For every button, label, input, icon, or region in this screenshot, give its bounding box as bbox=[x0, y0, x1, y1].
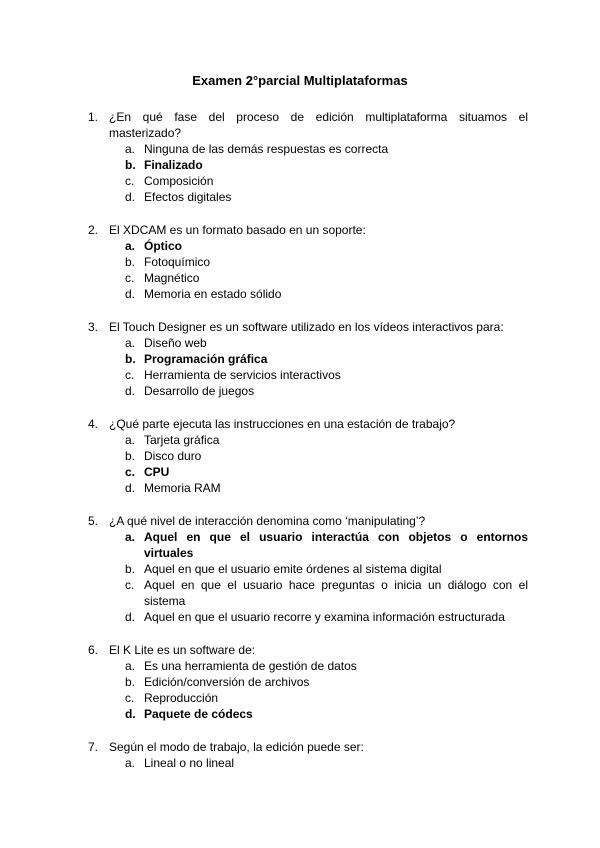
option-letter: b. bbox=[125, 255, 136, 269]
option-text: Aquel en que el usuario emite órdenes al sistema digital bbox=[144, 562, 442, 576]
option-letter: c. bbox=[125, 271, 135, 285]
option-text: Disco duro bbox=[144, 449, 202, 463]
option-letter: c. bbox=[125, 465, 136, 479]
answer-option bbox=[125, 577, 528, 609]
option-text: Programación gráfica bbox=[144, 352, 268, 366]
answer-option-correct bbox=[125, 157, 528, 173]
option-text: Efectos digitales bbox=[144, 190, 232, 204]
answer-option bbox=[125, 254, 528, 270]
option-letter: a. bbox=[125, 756, 136, 770]
option-text: Es una herramienta de gestión de datos bbox=[144, 659, 357, 673]
question-4 bbox=[88, 416, 528, 496]
question-3 bbox=[88, 319, 528, 399]
question-5 bbox=[88, 513, 528, 625]
option-letter: b. bbox=[125, 562, 136, 576]
question-2 bbox=[88, 222, 528, 302]
answer-options bbox=[125, 238, 528, 302]
question-row bbox=[88, 416, 528, 432]
option-text: Óptico bbox=[144, 239, 182, 253]
option-text: Ninguna de las demás respuestas es correcta bbox=[144, 142, 389, 156]
answer-option bbox=[125, 432, 528, 448]
option-letter: b. bbox=[125, 352, 136, 366]
question-text: ¿A qué nivel de interacción denomina como ‘manipulating’? bbox=[109, 514, 426, 528]
answer-options bbox=[125, 755, 528, 771]
question-number: 5. bbox=[88, 514, 99, 528]
question-number: 4. bbox=[88, 417, 99, 431]
answer-option bbox=[125, 335, 528, 351]
option-letter: d. bbox=[125, 287, 136, 301]
question-text: ¿En qué fase del proceso de edición multiplataforma situamos el masterizado? bbox=[109, 110, 528, 140]
option-text: Aquel en que el usuario interactúa con objetos o entornos virtuales bbox=[144, 530, 528, 560]
option-letter: c. bbox=[125, 578, 135, 592]
answer-option-correct bbox=[125, 529, 528, 561]
option-text: Composición bbox=[144, 174, 214, 188]
option-text: Aquel en que el usuario recorre y examina información estructurada bbox=[144, 610, 505, 624]
answer-option bbox=[125, 480, 528, 496]
answer-option bbox=[125, 367, 528, 383]
answer-option bbox=[125, 189, 528, 205]
answer-options bbox=[125, 432, 528, 496]
question-1 bbox=[88, 109, 528, 205]
answer-option bbox=[125, 270, 528, 286]
option-text: Edición/conversión de archivos bbox=[144, 675, 310, 689]
option-text: Aquel en que el usuario hace preguntas o inicia un diálogo con el sistema bbox=[144, 578, 528, 608]
question-row bbox=[88, 222, 528, 238]
answer-option bbox=[125, 609, 528, 625]
question-list bbox=[88, 109, 528, 788]
option-letter: c. bbox=[125, 691, 135, 705]
option-letter: a. bbox=[125, 433, 136, 447]
question-text: El XDCAM es un formato basado en un soporte: bbox=[109, 223, 366, 237]
option-letter: a. bbox=[125, 336, 136, 350]
option-letter: d. bbox=[125, 481, 136, 495]
answer-option bbox=[125, 561, 528, 577]
option-letter: d. bbox=[125, 190, 136, 204]
question-number: 6. bbox=[88, 643, 99, 657]
question-row bbox=[88, 513, 528, 529]
option-text: Memoria en estado sólido bbox=[144, 287, 282, 301]
option-letter: b. bbox=[125, 449, 136, 463]
question-row bbox=[88, 109, 528, 141]
option-letter: d. bbox=[125, 384, 136, 398]
option-text: Herramienta de servicios interactivos bbox=[144, 368, 341, 382]
answer-option bbox=[125, 690, 528, 706]
answer-option bbox=[125, 286, 528, 302]
question-number: 7. bbox=[88, 740, 99, 754]
answer-options bbox=[125, 335, 528, 399]
answer-option bbox=[125, 141, 528, 157]
option-text: Paquete de códecs bbox=[144, 707, 253, 721]
option-letter: d. bbox=[125, 610, 136, 624]
option-letter: b. bbox=[125, 675, 136, 689]
answer-option-correct bbox=[125, 238, 528, 254]
question-text: El Touch Designer es un software utilizado en los vídeos interactivos para: bbox=[109, 320, 504, 334]
answer-option-correct bbox=[125, 464, 528, 480]
answer-option-correct bbox=[125, 706, 528, 722]
answer-option bbox=[125, 173, 528, 189]
question-number: 1. bbox=[88, 110, 99, 124]
question-number: 3. bbox=[88, 320, 99, 334]
answer-option bbox=[125, 448, 528, 464]
option-text: Desarrollo de juegos bbox=[144, 384, 255, 398]
answer-option-correct bbox=[125, 351, 528, 367]
answer-option bbox=[125, 383, 528, 399]
option-letter: a. bbox=[125, 142, 136, 156]
answer-option bbox=[125, 658, 528, 674]
option-text: Diseño web bbox=[144, 336, 207, 350]
option-letter: a. bbox=[125, 659, 136, 673]
option-text: Memoria RAM bbox=[144, 481, 221, 495]
option-letter: c. bbox=[125, 368, 135, 382]
answer-options bbox=[125, 141, 528, 205]
question-text: ¿Qué parte ejecuta las instrucciones en una estación de trabajo? bbox=[109, 417, 456, 431]
answer-options bbox=[125, 658, 528, 722]
question-text: Según el modo de trabajo, la edición puede ser: bbox=[109, 740, 364, 754]
question-row bbox=[88, 642, 528, 658]
question-number: 2. bbox=[88, 223, 99, 237]
option-letter: c. bbox=[125, 174, 135, 188]
option-letter: d. bbox=[125, 707, 136, 721]
answer-option bbox=[125, 674, 528, 690]
option-letter: a. bbox=[125, 530, 136, 544]
answer-option bbox=[125, 755, 528, 771]
option-text: Magnético bbox=[144, 271, 200, 285]
question-row bbox=[88, 319, 528, 335]
option-text: CPU bbox=[144, 465, 170, 479]
option-text: Reproducción bbox=[144, 691, 219, 705]
option-letter: a. bbox=[125, 239, 136, 253]
option-text: Tarjeta gráfica bbox=[144, 433, 220, 447]
page-title: Examen 2°parcial Multiplataformas bbox=[192, 73, 408, 88]
option-text: Finalizado bbox=[144, 158, 203, 172]
question-text: El K Lite es un software de: bbox=[109, 643, 256, 657]
option-text: Lineal o no lineal bbox=[144, 756, 235, 770]
question-row bbox=[88, 739, 528, 755]
question-7 bbox=[88, 739, 528, 771]
question-6 bbox=[88, 642, 528, 722]
answer-options bbox=[125, 529, 528, 625]
option-text: Fotoquímico bbox=[144, 255, 211, 269]
option-letter: b. bbox=[125, 158, 136, 172]
